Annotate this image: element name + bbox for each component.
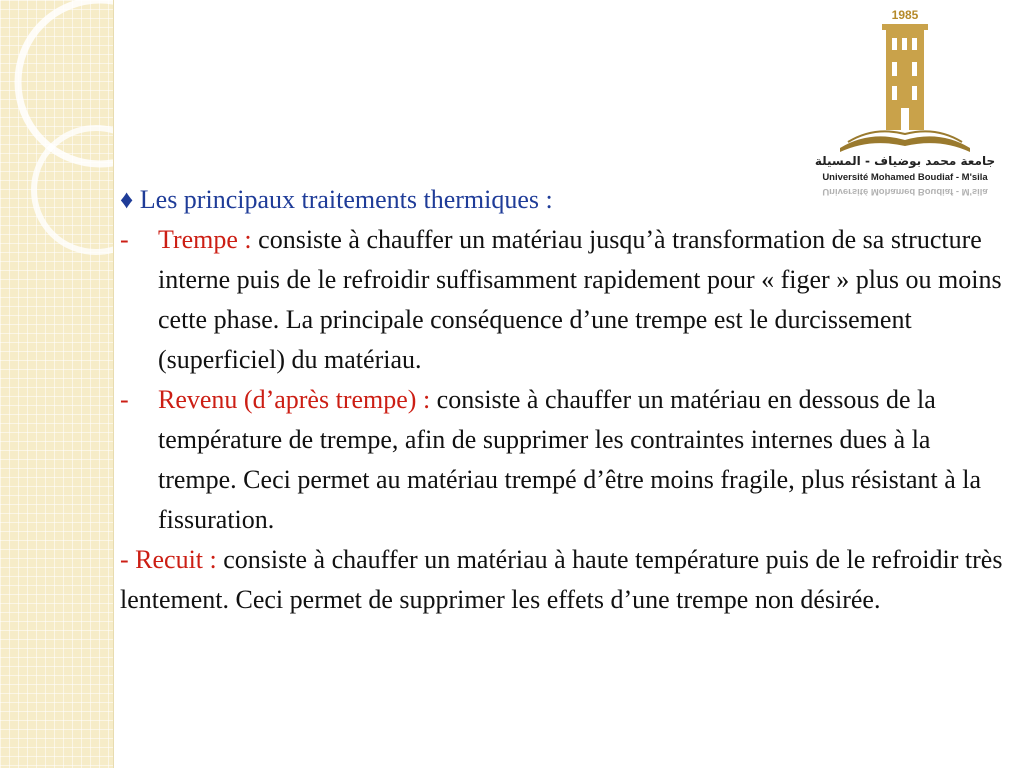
term-recuit: - Recuit : xyxy=(120,545,217,574)
logo-year: 1985 xyxy=(891,8,919,22)
definition-trempe: consiste à chauffer un matériau jusqu’à transformation de sa structure interne puis de le refroidir suffisamment rapidement pour « figer » plus ou moins cette phase. La principale conséquence d’une trempe est le durcissement (superficiel) du matériau. xyxy=(158,225,1002,374)
decorative-rings xyxy=(0,0,113,768)
list-dash: - xyxy=(120,225,129,254)
list-item-trempe xyxy=(120,220,1010,380)
logo-reflection: Université Mohamed Boudiaf - M'sila xyxy=(822,186,988,197)
term-revenu: Revenu (d’après trempe) : xyxy=(158,385,431,414)
logo-french-name: Université Mohamed Boudiaf - M'sila xyxy=(822,172,988,183)
paragraph-recuit xyxy=(120,540,1010,620)
list-dash: - xyxy=(120,385,129,414)
tower-book-emblem-icon xyxy=(810,22,1000,152)
slide-heading: ♦ Les principaux traitements thermiques : xyxy=(120,185,553,214)
term-trempe: Trempe : xyxy=(158,225,252,254)
logo-arabic-name: جامعة محمد بوضياف - المسيلة xyxy=(814,154,996,168)
slide-body xyxy=(120,180,1010,620)
decorative-sidebar xyxy=(0,0,114,768)
definition-revenu: consiste à chauffer un matériau en dessous de la température de trempe, afin de supprimer les contraintes internes dues à la trempe. Ceci permet au matériau trempé d’être moins fragile, plus résistant à la fissuration. xyxy=(158,385,982,534)
definition-recuit: consiste à chauffer un matériau à haute température puis de le refroidir très lentement. Ceci permet de supprimer les effets d’une trempe non désirée. xyxy=(120,545,1003,614)
list-item-revenu xyxy=(120,380,1010,540)
